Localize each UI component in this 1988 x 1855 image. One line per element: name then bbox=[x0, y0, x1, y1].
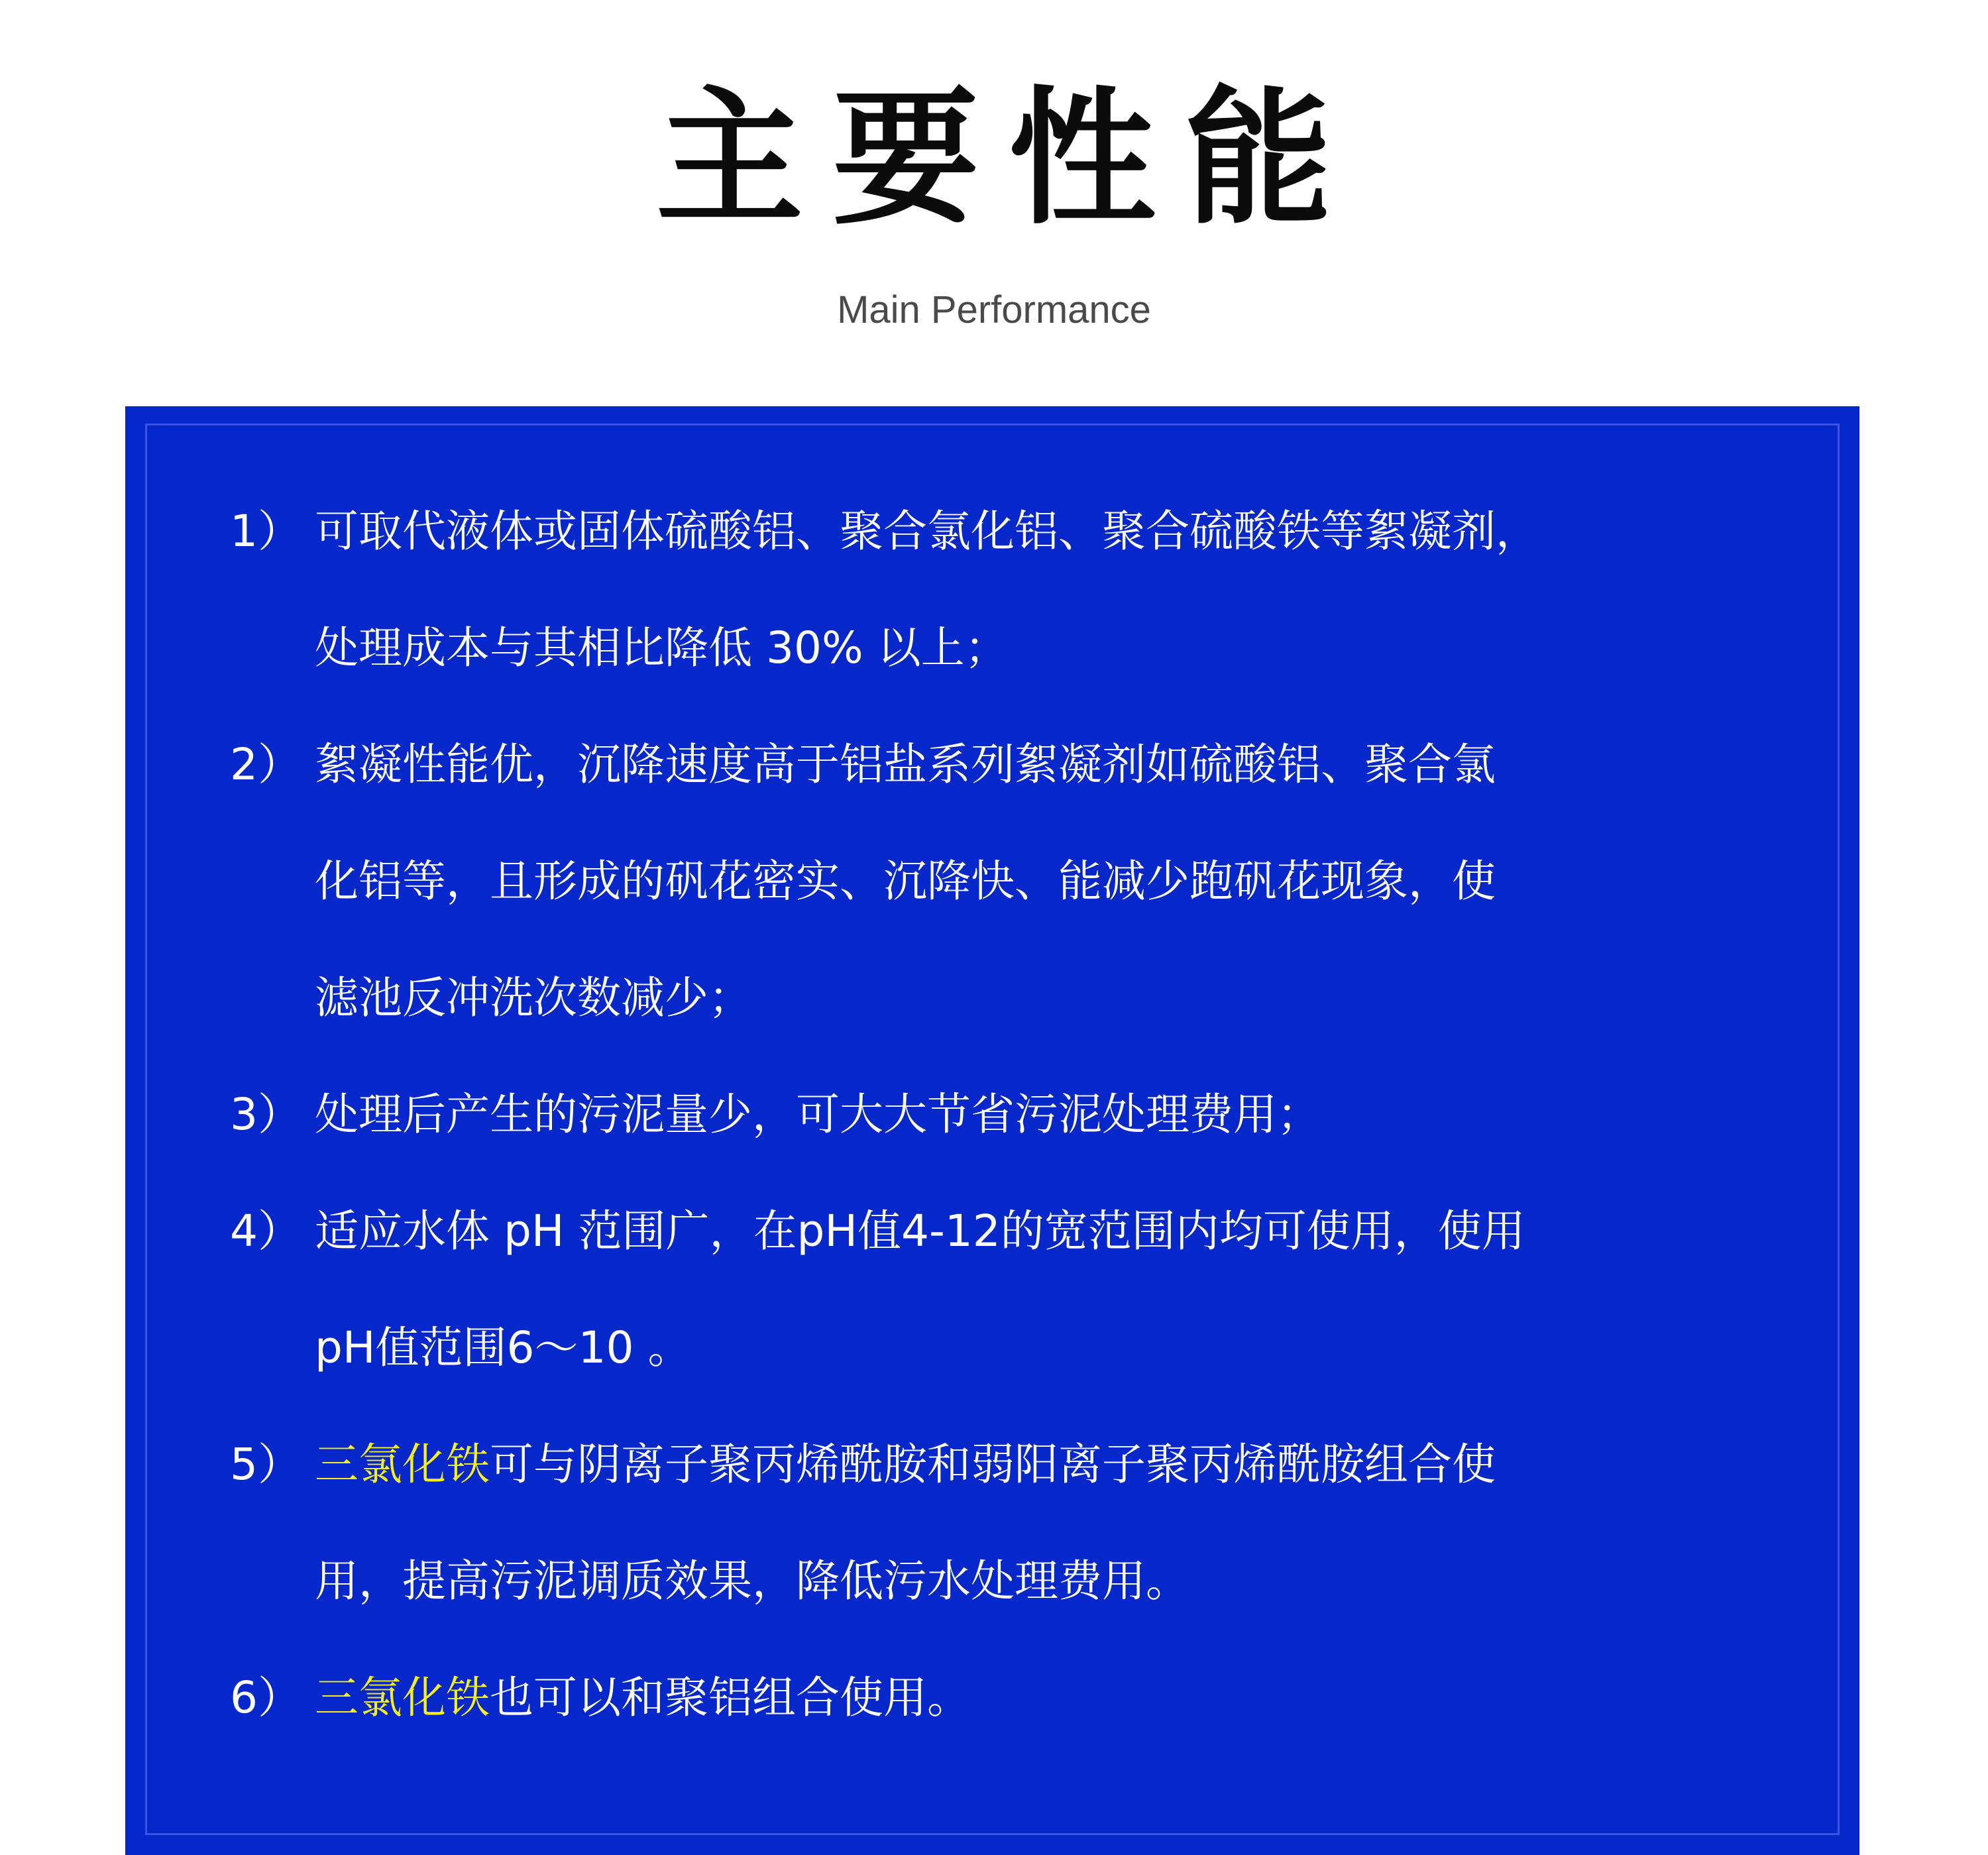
item-line: 滤池反冲洗次数减少； bbox=[315, 972, 752, 1023]
list-item-4 bbox=[230, 1173, 1741, 1406]
item-line: 可取代液体或固体硫酸铝、聚合氯化铝、聚合硫酸铁等絮凝剂， bbox=[315, 506, 1539, 557]
item-line: 处理后产生的污泥量少，可大大节省污泥处理费用； bbox=[315, 1089, 1321, 1140]
item-line: 絮凝性能优，沉降速度高于铝盐系列絮凝剂如硫酸铝、聚合氯 bbox=[315, 739, 1496, 790]
page-subtitle: Main Performance bbox=[837, 288, 1151, 331]
item-line: 适应水体 pH 范围广，在pH值4-12的宽范围内均可使用，使用 bbox=[315, 1206, 1525, 1257]
item-number: 5） bbox=[230, 1439, 302, 1490]
item-line: 化铝等，且形成的矾花密实、沉降快、能减少跑矾花现象，使 bbox=[315, 856, 1496, 907]
list-item-3 bbox=[230, 1056, 1741, 1173]
item-line: pH值范围6～10 。 bbox=[315, 1322, 692, 1373]
performance-panel bbox=[125, 406, 1859, 1855]
item-number: 4） bbox=[230, 1206, 302, 1257]
list-item-6 bbox=[230, 1640, 1741, 1756]
page-title: 主要性能 bbox=[656, 74, 1361, 245]
highlight-term: 三氯化铁 bbox=[315, 1439, 490, 1490]
list-item-2 bbox=[230, 706, 1741, 1056]
list-item-1 bbox=[230, 473, 1741, 706]
highlight-term: 三氯化铁 bbox=[315, 1672, 490, 1723]
item-line: 处理成本与其相比降低 30% 以上； bbox=[315, 622, 1009, 673]
item-number: 6） bbox=[230, 1672, 302, 1723]
item-number: 3） bbox=[230, 1089, 302, 1140]
item-line: 也可以和聚铝组合使用。 bbox=[490, 1672, 971, 1723]
item-number: 2） bbox=[230, 739, 302, 790]
list-item-5 bbox=[230, 1406, 1741, 1640]
item-line: 可与阴离子聚丙烯酰胺和弱阳离子聚丙烯酰胺组合使 bbox=[490, 1439, 1496, 1490]
item-number: 1） bbox=[230, 506, 302, 557]
item-line: 用，提高污泥调质效果，降低污水处理费用。 bbox=[315, 1555, 1189, 1606]
